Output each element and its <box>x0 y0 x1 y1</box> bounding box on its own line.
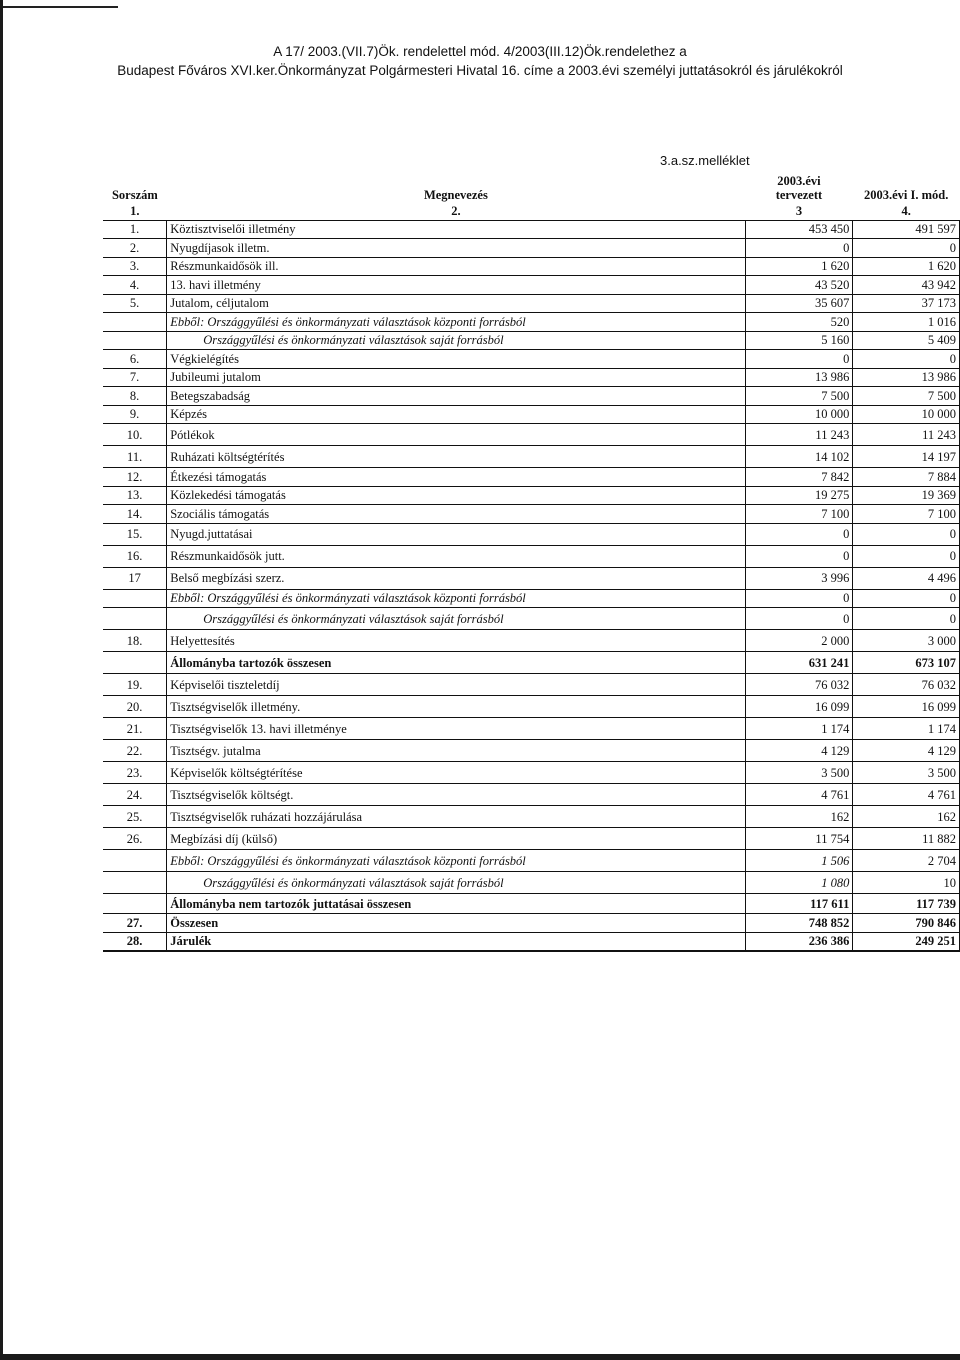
row-modified: 2 704 <box>853 850 960 872</box>
row-name: Megbízási díj (külső) <box>167 828 745 850</box>
row-modified: 1 620 <box>853 257 960 276</box>
table-row-sub <box>103 313 960 332</box>
row-planned: 35 607 <box>745 294 853 313</box>
table-row-total <box>103 914 960 933</box>
row-name: Ruházati költségtérítés <box>167 446 745 468</box>
row-num <box>103 313 167 332</box>
row-planned: 1 174 <box>745 718 853 740</box>
row-modified: 673 107 <box>853 652 960 674</box>
row-num: 9. <box>103 405 167 424</box>
row-planned: 43 520 <box>745 276 853 295</box>
row-num: 27. <box>103 914 167 933</box>
row-name: Képviselők költségtérítése <box>167 762 745 784</box>
table-row <box>103 446 960 468</box>
row-modified: 790 846 <box>853 914 960 933</box>
row-planned: 1 080 <box>745 872 853 894</box>
row-modified: 10 <box>853 872 960 894</box>
row-name: Belső megbízási szerz. <box>167 567 745 589</box>
row-num: 20. <box>103 696 167 718</box>
table-row <box>103 239 960 258</box>
colnum-1: 1. <box>103 202 167 220</box>
table-row <box>103 505 960 524</box>
row-modified: 4 129 <box>853 740 960 762</box>
row-modified: 7 100 <box>853 505 960 524</box>
row-modified: 1 016 <box>853 313 960 332</box>
row-num: 15. <box>103 523 167 545</box>
header-mod: 2003.évi I. mód. <box>863 188 949 202</box>
row-num: 4. <box>103 276 167 295</box>
row-num: 12. <box>103 468 167 487</box>
row-name: Tisztségv. jutalma <box>167 740 745 762</box>
row-name: Ebből: Országgyűlési és önkormányzati választások központi forrásból <box>167 850 745 872</box>
row-name: Képviselői tiszteletdíj <box>167 674 745 696</box>
row-planned: 10 000 <box>745 405 853 424</box>
row-num: 19. <box>103 674 167 696</box>
row-name: 13. havi illetmény <box>167 276 745 295</box>
row-planned: 4 761 <box>745 784 853 806</box>
row-num: 3. <box>103 257 167 276</box>
row-num <box>103 331 167 350</box>
row-name: Közlekedési támogatás <box>167 486 745 505</box>
row-num: 25. <box>103 806 167 828</box>
row-planned: 19 275 <box>745 486 853 505</box>
salary-table <box>103 170 960 952</box>
row-modified: 11 882 <box>853 828 960 850</box>
row-modified: 43 942 <box>853 276 960 295</box>
table-row <box>103 405 960 424</box>
row-planned: 14 102 <box>745 446 853 468</box>
row-planned: 16 099 <box>745 696 853 718</box>
row-planned: 453 450 <box>745 220 853 239</box>
row-name: Tisztségviselők ruházati hozzájárulása <box>167 806 745 828</box>
row-modified: 37 173 <box>853 294 960 313</box>
row-modified: 19 369 <box>853 486 960 505</box>
row-planned: 11 243 <box>745 424 853 446</box>
row-modified: 7 884 <box>853 468 960 487</box>
row-planned: 1 620 <box>745 257 853 276</box>
row-num: 16. <box>103 545 167 567</box>
row-name: Szociális támogatás <box>167 505 745 524</box>
row-planned: 520 <box>745 313 853 332</box>
row-modified: 7 500 <box>853 387 960 406</box>
row-planned: 162 <box>745 806 853 828</box>
table-row <box>103 387 960 406</box>
row-num: 21. <box>103 718 167 740</box>
document-header-line-2: Budapest Főváros XVI.ker.Önkormányzat Polgármesteri Hivatal 16. címe a 2003.évi személyi juttatásokról és járulékokról <box>117 63 843 78</box>
row-planned: 7 500 <box>745 387 853 406</box>
table-row <box>103 740 960 762</box>
table-row <box>103 828 960 850</box>
table-row-total <box>103 894 960 914</box>
left-scan-edge <box>0 0 3 1360</box>
row-modified: 4 761 <box>853 784 960 806</box>
row-modified: 3 000 <box>853 630 960 652</box>
row-num: 10. <box>103 424 167 446</box>
table-row <box>103 806 960 828</box>
row-planned: 631 241 <box>745 652 853 674</box>
row-num <box>103 894 167 914</box>
row-num: 11. <box>103 446 167 468</box>
row-name: Étkezési támogatás <box>167 468 745 487</box>
row-name: Betegszabadság <box>167 387 745 406</box>
row-name: Jubileumi jutalom <box>167 368 745 387</box>
row-modified: 14 197 <box>853 446 960 468</box>
table-row <box>103 486 960 505</box>
row-modified: 491 597 <box>853 220 960 239</box>
row-num: 6. <box>103 350 167 369</box>
row-modified: 0 <box>853 523 960 545</box>
row-num <box>103 872 167 894</box>
row-modified: 1 174 <box>853 718 960 740</box>
row-planned: 7 842 <box>745 468 853 487</box>
row-modified: 3 500 <box>853 762 960 784</box>
row-num: 7. <box>103 368 167 387</box>
row-name: Tisztségviselők költségt. <box>167 784 745 806</box>
colnum-3: 3 <box>745 202 853 220</box>
document-header-line-1: A 17/ 2003.(VII.7)Ök. rendelettel mód. 4/2003(III.12)Ök.rendelethez a <box>273 44 687 59</box>
row-name: Országgyűlési és önkormányzati választások saját forrásból <box>167 331 745 350</box>
row-planned: 1 506 <box>745 850 853 872</box>
row-name: Tisztségviselők 13. havi illetménye <box>167 718 745 740</box>
column-number-row <box>103 202 960 220</box>
colnum-2: 2. <box>167 202 745 220</box>
row-planned: 2 000 <box>745 630 853 652</box>
row-modified: 16 099 <box>853 696 960 718</box>
row-planned: 117 611 <box>745 894 853 914</box>
row-name: Járulék <box>167 932 745 951</box>
table-row <box>103 630 960 652</box>
row-modified: 11 243 <box>853 424 960 446</box>
row-name: Ebből: Országgyűlési és önkormányzati választások központi forrásból <box>167 313 745 332</box>
row-planned: 0 <box>745 589 853 608</box>
row-num: 23. <box>103 762 167 784</box>
row-name: Részmunkaidősök jutt. <box>167 545 745 567</box>
table-row <box>103 762 960 784</box>
row-planned: 0 <box>745 545 853 567</box>
top-scan-line <box>0 6 118 8</box>
table-row-total <box>103 652 960 674</box>
row-name: Végkielégítés <box>167 350 745 369</box>
row-num: 24. <box>103 784 167 806</box>
row-modified: 162 <box>853 806 960 828</box>
table-row <box>103 674 960 696</box>
row-num: 17 <box>103 567 167 589</box>
row-name: Tisztségviselők illetmény. <box>167 696 745 718</box>
colnum-4: 4. <box>853 202 960 220</box>
row-num <box>103 652 167 674</box>
row-name: Részmunkaidősök ill. <box>167 257 745 276</box>
row-planned: 4 129 <box>745 740 853 762</box>
row-modified: 0 <box>853 350 960 369</box>
row-num <box>103 850 167 872</box>
table-row-total <box>103 932 960 951</box>
table-row <box>103 368 960 387</box>
row-num: 5. <box>103 294 167 313</box>
table-row <box>103 350 960 369</box>
row-modified: 10 000 <box>853 405 960 424</box>
row-planned: 13 986 <box>745 368 853 387</box>
table-row <box>103 276 960 295</box>
row-num: 2. <box>103 239 167 258</box>
row-num: 1. <box>103 220 167 239</box>
row-num <box>103 589 167 608</box>
table-row <box>103 784 960 806</box>
table-row <box>103 294 960 313</box>
row-modified: 0 <box>853 589 960 608</box>
row-modified: 5 409 <box>853 331 960 350</box>
row-modified: 4 496 <box>853 567 960 589</box>
row-name: Összesen <box>167 914 745 933</box>
table-row <box>103 220 960 239</box>
table-row <box>103 424 960 446</box>
header-megnevezes: Megnevezés <box>423 188 488 202</box>
row-modified: 0 <box>853 239 960 258</box>
table-row <box>103 468 960 487</box>
table-row <box>103 523 960 545</box>
row-name: Nyugdíjasok illetm. <box>167 239 745 258</box>
row-name: Köztisztviselői illetmény <box>167 220 745 239</box>
row-name: Nyugd.juttatásai <box>167 523 745 545</box>
row-num: 26. <box>103 828 167 850</box>
row-modified: 13 986 <box>853 368 960 387</box>
table-row-sub <box>103 589 960 608</box>
row-planned: 748 852 <box>745 914 853 933</box>
header-sorszam: Sorszám <box>111 188 158 202</box>
row-name: Állományba tartozók összesen <box>167 652 745 674</box>
row-num <box>103 608 167 630</box>
row-modified: 249 251 <box>853 932 960 951</box>
header-tervezett-line1: 2003.évi <box>777 174 821 188</box>
row-name: Képzés <box>167 405 745 424</box>
row-num: 18. <box>103 630 167 652</box>
row-modified: 117 739 <box>853 894 960 914</box>
table-row <box>103 545 960 567</box>
row-planned: 0 <box>745 239 853 258</box>
row-num: 28. <box>103 932 167 951</box>
row-modified: 0 <box>853 545 960 567</box>
header-tervezett <box>745 170 853 202</box>
row-num: 22. <box>103 740 167 762</box>
row-name: Ebből: Országgyűlési és önkormányzati választások központi forrásból <box>167 589 745 608</box>
table-row <box>103 567 960 589</box>
bottom-scan-edge <box>0 1354 960 1360</box>
table-row-sub <box>103 608 960 630</box>
row-planned: 0 <box>745 523 853 545</box>
row-planned: 5 160 <box>745 331 853 350</box>
row-planned: 0 <box>745 608 853 630</box>
row-planned: 7 100 <box>745 505 853 524</box>
table-row <box>103 696 960 718</box>
row-name: Pótlékok <box>167 424 745 446</box>
table-row <box>103 718 960 740</box>
table-header-row <box>103 170 960 202</box>
row-num: 8. <box>103 387 167 406</box>
annex-label: 3.a.sz.melléklet <box>660 153 750 168</box>
row-planned: 236 386 <box>745 932 853 951</box>
row-modified: 0 <box>853 608 960 630</box>
row-planned: 3 500 <box>745 762 853 784</box>
row-planned: 11 754 <box>745 828 853 850</box>
table-row-sub <box>103 872 960 894</box>
row-name: Jutalom, céljutalom <box>167 294 745 313</box>
row-modified: 76 032 <box>853 674 960 696</box>
row-num: 13. <box>103 486 167 505</box>
header-tervezett-line2: tervezett <box>775 188 823 202</box>
table-row-sub <box>103 331 960 350</box>
row-name: Helyettesítés <box>167 630 745 652</box>
row-planned: 76 032 <box>745 674 853 696</box>
row-planned: 0 <box>745 350 853 369</box>
table-row-sub <box>103 850 960 872</box>
row-planned: 3 996 <box>745 567 853 589</box>
row-name: Állományba nem tartozók juttatásai összesen <box>167 894 745 914</box>
table-row <box>103 257 960 276</box>
row-num: 14. <box>103 505 167 524</box>
row-name: Országgyűlési és önkormányzati választások saját forrásból <box>167 608 745 630</box>
row-name: Országgyűlési és önkormányzati választások saját forrásból <box>167 872 745 894</box>
